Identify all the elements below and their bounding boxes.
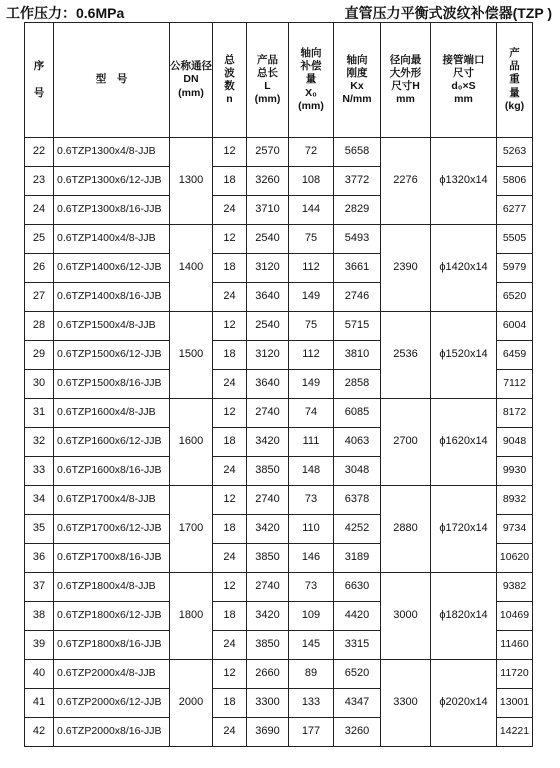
col-header-stiffness [334,23,381,138]
cell-no: 40 [25,660,54,689]
cell-no: 34 [25,486,54,515]
header-line: 总长 [257,66,278,79]
cell-weight: 11720 [497,660,533,689]
cell-model: 0.6TZP2000x8/16-JJB [54,718,170,747]
cell-compensation: 109 [289,602,334,631]
table-row [25,225,533,254]
cell-compensation: 111 [289,428,334,457]
cell-waves: 24 [213,283,247,312]
cell-end-size: ϕ2020x14 [431,660,497,747]
cell-no: 42 [25,718,54,747]
cell-weight: 5505 [497,225,533,254]
cell-waves: 24 [213,370,247,399]
cell-waves: 18 [213,689,247,718]
cell-waves: 12 [213,138,247,167]
cell-radial-size: 2276 [381,138,431,225]
cell-waves: 12 [213,312,247,341]
header-line: 接管端口 [442,53,485,66]
header-line [25,73,53,86]
cell-length: 3850 [247,457,289,486]
cell-stiffness: 2858 [334,370,381,399]
cell-no: 31 [25,399,54,428]
cell-no: 28 [25,312,54,341]
cell-no: 36 [25,544,54,573]
header-line: mm [396,93,415,106]
cell-model: 0.6TZP1500x8/16-JJB [54,370,170,399]
cell-length: 3850 [247,631,289,660]
cell-end-size: ϕ1620x14 [431,399,497,486]
header-line: 总 [224,53,235,66]
header-line: 重 [509,73,520,86]
header-line: 产品 [257,53,278,66]
cell-model: 0.6TZP1600x6/12-JJB [54,428,170,457]
spec-table [24,22,533,747]
cell-waves: 24 [213,631,247,660]
header-line: 公称通径 [170,60,212,73]
table-row [25,660,533,689]
cell-no: 30 [25,370,54,399]
header-line: 量 [509,86,520,99]
cell-radial-size: 2390 [381,225,431,312]
cell-compensation: 108 [289,167,334,196]
cell-no: 41 [25,689,54,718]
table-row [25,138,533,167]
cell-waves: 24 [213,196,247,225]
cell-no: 38 [25,602,54,631]
cell-weight: 5806 [497,167,533,196]
table-row [25,312,533,341]
cell-model: 0.6TZP1500x4/8-JJB [54,312,170,341]
header-line: DN [183,73,199,86]
header-row [25,23,533,138]
col-header-model: 型 号 [54,23,170,138]
working-pressure: 工作压力：0.6MPa [6,5,125,21]
cell-compensation: 149 [289,370,334,399]
document-title: 直管压力平衡式波纹补偿器(TZP ) [344,5,552,21]
cell-length: 2540 [247,312,289,341]
cell-length: 2740 [247,399,289,428]
header-line: 数 [224,80,235,92]
cell-model: 0.6TZP1300x4/8-JJB [54,138,170,167]
cell-length: 2660 [247,660,289,689]
cell-compensation: 133 [289,689,334,718]
cell-compensation: 89 [289,660,334,689]
cell-compensation: 75 [289,312,334,341]
cell-length: 3420 [247,515,289,544]
cell-stiffness: 3661 [334,254,381,283]
cell-stiffness: 3772 [334,167,381,196]
header-line: 径向最 [389,53,422,66]
cell-model: 0.6TZP1400x8/16-JJB [54,283,170,312]
cell-waves: 18 [213,341,247,370]
cell-length: 3120 [247,341,289,370]
cell-model: 0.6TZP1700x4/8-JJB [54,486,170,515]
cell-waves: 18 [213,602,247,631]
cell-dn: 2000 [170,660,213,747]
header-line: (mm) [298,99,324,112]
cell-stiffness: 6378 [334,486,381,515]
cell-weight: 8932 [497,486,533,515]
cell-no: 37 [25,573,54,602]
cell-dn: 1300 [170,138,213,225]
header-line: Kx [350,80,364,92]
cell-model: 0.6TZP1400x4/8-JJB [54,225,170,254]
header-line: N/mm [342,93,372,106]
cell-radial-size: 2880 [381,486,431,573]
cell-dn: 1400 [170,225,213,312]
cell-waves: 18 [213,515,247,544]
cell-waves: 12 [213,225,247,254]
cell-weight: 6459 [497,341,533,370]
cell-waves: 12 [213,573,247,602]
header-line: X₀ [305,86,317,99]
cell-compensation: 145 [289,631,334,660]
cell-compensation: 148 [289,457,334,486]
cell-stiffness: 3189 [334,544,381,573]
cell-model: 0.6TZP1600x4/8-JJB [54,399,170,428]
cell-waves: 18 [213,254,247,283]
cell-stiffness: 6520 [334,660,381,689]
cell-no: 26 [25,254,54,283]
cell-dn: 1600 [170,399,213,486]
cell-stiffness: 3260 [334,718,381,747]
cell-no: 29 [25,341,54,370]
cell-stiffness: 5493 [334,225,381,254]
cell-weight: 9930 [497,457,533,486]
cell-model: 0.6TZP1500x6/12-JJB [54,341,170,370]
cell-waves: 24 [213,718,247,747]
cell-weight: 9382 [497,573,533,602]
cell-model: 0.6TZP1300x6/12-JJB [54,167,170,196]
cell-length: 2740 [247,573,289,602]
header-line: 刚度 [346,66,368,79]
cell-dn: 1500 [170,312,213,399]
cell-stiffness: 3810 [334,341,381,370]
header-line: L [264,80,271,92]
header-line: 轴向 [346,53,368,66]
cell-weight: 8172 [497,399,533,428]
cell-end-size: ϕ1420x14 [431,225,497,312]
cell-dn: 1800 [170,573,213,660]
cell-weight: 10620 [497,544,533,573]
cell-model: 0.6TZP1700x6/12-JJB [54,515,170,544]
cell-waves: 12 [213,399,247,428]
cell-weight: 7112 [497,370,533,399]
cell-end-size: ϕ1720x14 [431,486,497,573]
cell-length: 3640 [247,283,289,312]
col-header-waves [213,23,247,138]
cell-length: 3260 [247,167,289,196]
cell-weight: 6004 [497,312,533,341]
header-line: 量 [305,73,317,86]
header-line: 品 [509,60,520,73]
table-row [25,399,533,428]
cell-radial-size: 2700 [381,399,431,486]
header-line: 补偿 [300,60,322,73]
cell-stiffness: 4252 [334,515,381,544]
cell-weight: 9734 [497,515,533,544]
cell-model: 0.6TZP1600x8/16-JJB [54,457,170,486]
cell-weight: 5979 [497,254,533,283]
cell-compensation: 75 [289,225,334,254]
header-line: n [226,93,233,106]
cell-compensation: 74 [289,399,334,428]
cell-stiffness: 2746 [334,283,381,312]
table-row [25,573,533,602]
col-header-end-size [431,23,497,138]
cell-model: 0.6TZP1400x6/12-JJB [54,254,170,283]
cell-weight: 5263 [497,138,533,167]
cell-compensation: 72 [289,138,334,167]
cell-dn: 1700 [170,486,213,573]
cell-length: 2540 [247,225,289,254]
cell-waves: 24 [213,544,247,573]
header-line: (kg) [504,99,525,112]
cell-stiffness: 4347 [334,689,381,718]
header-line: 尺寸H [391,80,420,92]
cell-no: 27 [25,283,54,312]
cell-model: 0.6TZP1300x8/16-JJB [54,196,170,225]
cell-length: 3710 [247,196,289,225]
cell-weight: 6277 [497,196,533,225]
header-line: 大外形 [389,66,422,79]
header-line: 波 [224,66,235,79]
cell-stiffness: 6085 [334,399,381,428]
cell-radial-size: 3300 [381,660,431,747]
col-header-compensation [289,23,334,138]
cell-length: 3690 [247,718,289,747]
header-line: 序 [33,60,45,73]
cell-stiffness: 5658 [334,138,381,167]
cell-weight: 6520 [497,283,533,312]
header-line: 轴向 [300,47,322,60]
cell-no: 24 [25,196,54,225]
col-header-weight [497,23,533,138]
col-header-dn [170,23,213,138]
cell-weight: 13001 [497,689,533,718]
cell-stiffness: 5715 [334,312,381,341]
cell-end-size: ϕ1320x14 [431,138,497,225]
header-line: d₀×S [451,80,476,92]
cell-model: 0.6TZP1800x6/12-JJB [54,602,170,631]
cell-length: 3850 [247,544,289,573]
cell-weight: 9048 [497,428,533,457]
header-line: 产 [509,47,520,60]
cell-length: 3640 [247,370,289,399]
cell-weight: 10469 [497,602,533,631]
col-header-length [247,23,289,138]
cell-waves: 18 [213,428,247,457]
cell-compensation: 112 [289,254,334,283]
cell-length: 2740 [247,486,289,515]
cell-end-size: ϕ1820x14 [431,573,497,660]
cell-weight: 11460 [497,631,533,660]
cell-length: 3120 [247,254,289,283]
cell-no: 25 [25,225,54,254]
cell-no: 32 [25,428,54,457]
cell-end-size: ϕ1520x14 [431,312,497,399]
cell-model: 0.6TZP1800x8/16-JJB [54,631,170,660]
cell-compensation: 112 [289,341,334,370]
cell-no: 33 [25,457,54,486]
header-line: (mm) [178,86,204,99]
cell-no: 23 [25,167,54,196]
cell-length: 3420 [247,602,289,631]
cell-stiffness: 3315 [334,631,381,660]
cell-stiffness: 4063 [334,428,381,457]
cell-no: 39 [25,631,54,660]
cell-stiffness: 6630 [334,573,381,602]
cell-no: 35 [25,515,54,544]
cell-length: 3420 [247,428,289,457]
cell-compensation: 110 [289,515,334,544]
cell-length: 2570 [247,138,289,167]
cell-compensation: 144 [289,196,334,225]
cell-model: 0.6TZP2000x6/12-JJB [54,689,170,718]
cell-stiffness: 3048 [334,457,381,486]
cell-model: 0.6TZP1700x8/16-JJB [54,544,170,573]
cell-compensation: 73 [289,486,334,515]
cell-stiffness: 2829 [334,196,381,225]
cell-waves: 24 [213,457,247,486]
cell-length: 3300 [247,689,289,718]
cell-model: 0.6TZP1800x4/8-JJB [54,573,170,602]
header-line: 号 [33,86,45,99]
cell-compensation: 177 [289,718,334,747]
cell-compensation: 146 [289,544,334,573]
cell-waves: 12 [213,486,247,515]
header-line: (mm) [254,93,281,106]
cell-waves: 18 [213,167,247,196]
col-header-radial-size [381,23,431,138]
table-row [25,486,533,515]
cell-compensation: 149 [289,283,334,312]
cell-model: 0.6TZP2000x4/8-JJB [54,660,170,689]
header-line: mm [454,93,473,106]
cell-radial-size: 3000 [381,573,431,660]
cell-weight: 14221 [497,718,533,747]
header-line: 尺寸 [453,66,474,79]
col-header-no [25,23,54,138]
cell-waves: 12 [213,660,247,689]
cell-compensation: 73 [289,573,334,602]
cell-radial-size: 2536 [381,312,431,399]
cell-stiffness: 4420 [334,602,381,631]
cell-no: 22 [25,138,54,167]
